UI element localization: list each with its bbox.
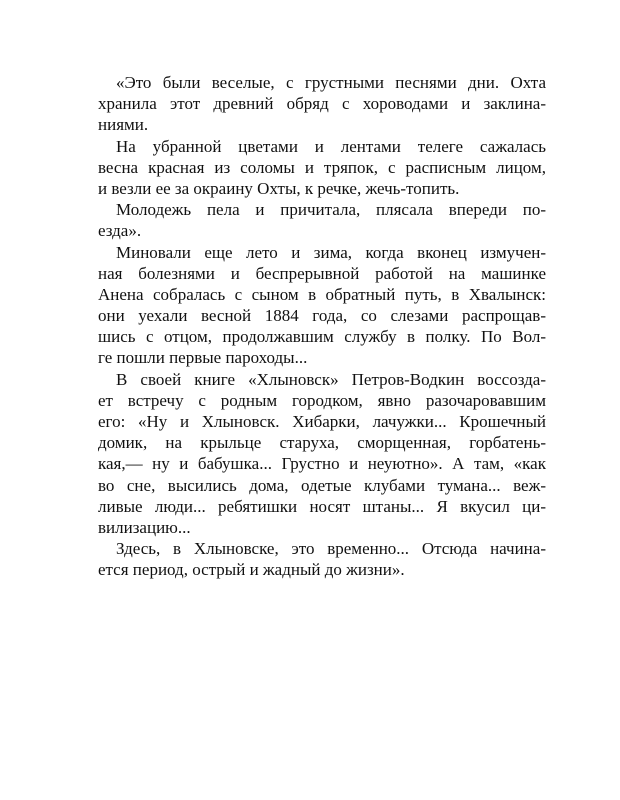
text-line: ливые люди... ребятишки носят штаны... Я вкусил ци- [98, 496, 546, 516]
paragraph [98, 538, 546, 580]
text-line: Миновали еще лето и зима, когда вконец измучен- [116, 242, 546, 262]
text-line: вилизацию... [98, 517, 191, 537]
text-line: Анена собралась с сыном в обратный путь, в Хвалынск: [98, 284, 546, 304]
text-line: домик, на крыльце старуха, сморщенная, горбатень- [98, 433, 546, 453]
body-text [98, 72, 546, 581]
text-line: Здесь, в Хлыновске, это временно... Отсюда начина- [116, 539, 546, 559]
text-line: хранила этот древний обряд с хороводами и заклина- [98, 94, 546, 114]
text-line: ная болезнями и беспрерывной работой на машинке [98, 263, 546, 283]
paragraph [98, 72, 546, 136]
text-line: ниями. [98, 115, 149, 135]
paragraph [98, 136, 546, 200]
text-line: Молодежь пела и причитала, плясала впереди по- [116, 200, 546, 220]
text-line: кая,— ну и бабушка... Грустно и неуютно». А там, «как [98, 454, 546, 474]
text-line: ет встречу с родным городком, явно разочаровавшим [98, 390, 546, 410]
text-line: «Это были веселые, с грустными песнями дни. Охта [116, 73, 546, 92]
text-line: его: «Ну и Хлыновск. Хибарки, лачужки... Крошечный [98, 412, 546, 431]
text-line: шись с отцом, продолжавшим службу в полку. По Вол- [98, 327, 546, 347]
text-line: во сне, высились дома, одетые клубами тумана... веж- [98, 475, 546, 495]
paragraph [98, 199, 546, 241]
paragraph [98, 242, 546, 369]
text-line: ге пошли первые пароходы... [98, 348, 308, 368]
text-line: и везли ее за окраину Охты, к речке, жечь-топить. [98, 178, 460, 198]
text-line: На убранной цветами и лентами телеге сажалась [116, 136, 546, 156]
text-line: В своей книге «Хлыновск» Петров-Водкин воссозда- [116, 369, 546, 389]
text-line: весна красная из соломы и тряпок, с расписным лицом, [98, 157, 546, 177]
text-line: езда». [98, 221, 142, 241]
paragraph [98, 369, 546, 539]
text-line: ется период, острый и жадный до жизни». [98, 560, 405, 580]
text-line: они уехали весной 1884 года, со слезами распрощав- [98, 306, 546, 326]
